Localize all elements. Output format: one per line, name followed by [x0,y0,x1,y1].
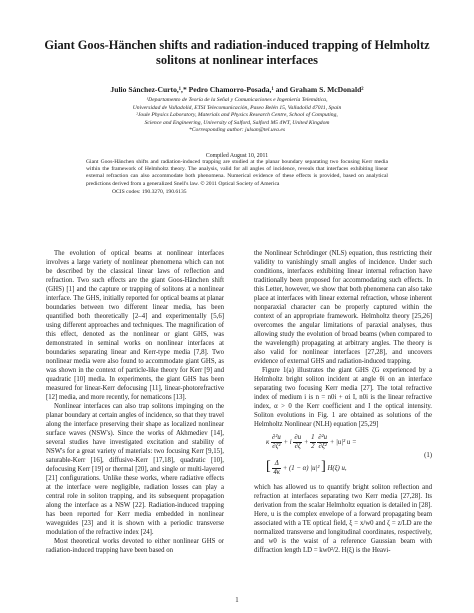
author-list: Julio Sánchez-Curto,¹,* Pedro Chamorro-Posada,¹ and Graham S. McDonald² [110,85,364,94]
eq-term: + (1 − α) |u|² [282,465,320,472]
paragraph: The evolution of optical beams at nonlinear interfaces involves a large variety of nonlinear phenomena which can not be described by the classical linear laws of reflection and refraction. Two such effects are the giant Goos-Hänchen shift (GHS) [1] and the capture or trapping of solitons at a nonlinear interface. The GHS, initially reported for optical beams at planar boundaries between two different linear media, has been quantified both theoretically [2–4] and experimentally [5,6] using different approaches and techniques. The magnification of this effect, denoted as the nonlinear or giant GHS, was demonstrated in seminal works on nonlinear interfaces at boundaries separating linear and Kerr-type media [7,8]. Two nonlinear media were also found to accommodate giant GHS, as was shown in the context of particle-like theory for Kerr [9] and quadratic [10] media. In experiments, the giant GHS has been measured for linear-Kerr defocusing [11], linear-photorefractive [12] media, and more recently, for nematicons [13]. [46,250,224,401]
compiled-date: Compiled August 10, 2011 [205,153,269,159]
paragraph: Figure 1(a) illustrates the giant GHS ζG experienced by a Helmholtz bright soliton incident at angle θi on an interface separating two focusing Kerr media [27]. The total refractive index of medium i is n = n0i + αi I, n0i is the linear refractive index, α > 0 the Kerr coefficient and I the optical intensity. Soliton evolutions in Fig. 1 are obtained as solutions of the Helmholtz Nonlinear (NLH) equation [25,29] [254,367,432,428]
affiliation-line: Science and Engineering, University of Salford, Salford M5 4WT, United Kingdom [144,119,330,126]
paragraph: the Nonlinear Schrödinger (NLS) equation, thus restricting their validity to vanishingly small angles of incidence. Under such conditions, interfaces exhibiting linear internal refraction have traditionally been proposed for accommodating such effects. In this Letter, however, we show that both phenomena can also take place at interfaces with linear external refraction, whose inherent nonparaxial character can be properly captured within the context of an appropriate framework. Helmholtz theory [25,26] overcomes the angular limitations of paraxial analyses, thus allowing study the evolution of broad beams (when compared to the wavelength) propagating at arbitrary angles. The theory is also valid for nonlinear interfaces [27,28], and uncovers evidence of external GHS and radiation-induced trapping. [254,250,432,365]
paper-title: Giant Goos-Hänchen shifts and radiation-induced trapping of Helmholtz solitons at nonlinear interfaces [44,38,430,67]
eq-numerator: ∂²u [271,433,281,441]
paragraph: Nonlinear interfaces can also trap solitons impinging on the planar boundary at certain angles of incidence, so that they travel along the interface preserving their shape as localized nonlinear surface waves (NSW's). Since the works of Akhmediev [14], several studies have investigated excitation and stability of NSW's for a great variety of materials: two focusing Kerr [9,15], saturable-Kerr [16], diffusive-Kerr [17,18], quadratic [10], defocusing Kerr [19] or thermal [20], and single or multi-layered [21] configurations. Unlike these works, where radiative effects at the interface were negligible, radiation losses can play a central role in soliton trapping, and its subsequent propagation along the interface as a NSW [22]. Radiation-induced trapping has been reported for Kerr media embedded in nonlinear waveguides [23] and it is shown with a periodic transverse modulation of the refractive index [24]. [46,403,224,536]
eq-bracket: ] [321,459,326,474]
left-column [46,249,224,555]
eq-fraction [272,460,281,477]
eq-denominator: ∂ζ [294,442,301,450]
eq-numerator: Δ [272,460,281,469]
equation-line-2 [266,455,416,479]
eq-fraction [271,434,282,451]
paragraph: Most theoretical works devoted to either nonlinear GHS or radiation-induced trapping have been based on [46,538,224,554]
eq-numerator: 1 [311,433,315,441]
eq-denominator: 4κ [273,468,281,476]
eq-term: H(ξ) u, [327,465,347,472]
paragraph: which has allowed us to quantify bright soliton reflection and refraction at interfaces separating two Kerr media [27,28]. Its derivation from the scalar Helmholtz equation is detailed in [28]. Here, u is the complex envelope of a forward propagating beam associated with a TE optical field, ξ = x/w0 and ζ = z/LD are the normalized transverse and longitudinal coordinates, respectively, and w0 is the waist of a reference Gaussian beam with diffraction length LD = kw0²/2. H(ξ) is the Heavi- [254,484,432,554]
eq-fraction [317,434,328,451]
eq-denominator: 2 [311,442,315,450]
eq-fraction [310,434,315,451]
affiliation-line: ²Joule Physics Laboratory, Materials and Physics Research Centre, School of Computing, [136,112,338,119]
eq-term: + [303,439,309,446]
affiliation-line: Universidad de Valladolid, ETSI Telecomunicación, Paseo Belén 15, Valladolid 47011, Spain [132,104,342,111]
eq-numerator: ∂²u [318,433,328,441]
equation-line-1 [266,431,416,455]
eq-bracket: [ [266,459,271,474]
eq-denominator: ∂ξ² [318,442,327,450]
eq-term: + |u|² u = [329,439,357,446]
right-column [254,249,432,555]
eq-kappa: κ [266,439,270,446]
eq-denominator: ∂ζ² [272,442,281,450]
corresponding-author: *Corresponding author: julsan@tel.uva.es [189,127,285,134]
ocis-codes: OCIS codes: 190.3270, 190.6135 [112,188,187,195]
affiliations [40,97,434,135]
equation-nlh [254,431,432,481]
page-number: 1 [235,597,239,604]
eq-fraction [293,434,302,451]
abstract-text: Giant Goos-Hänchen shifts and radiation-induced trapping are studied at the planar boundary separating two focusing Kerr media within the framework of Helmholtz theory. The analysis, valid for all angles of incidence, reveals that interfaces exhibiting linear external refraction can also accommodate both phenomena. Numerical evidence of these effects is provided, based on analytical predictions derived from a generalized Snell's law. © 2011 Optical Society of America [86,159,388,187]
abstract [86,159,388,196]
equation-body [266,431,416,479]
eq-numerator: ∂u [294,433,302,441]
eq-term: + i [283,439,292,446]
affiliation-line: ¹Departamento de Teoría de la Señal y Comunicaciones e Ingeniería Telemática, [146,97,328,103]
equation-number: (1) [424,452,432,459]
